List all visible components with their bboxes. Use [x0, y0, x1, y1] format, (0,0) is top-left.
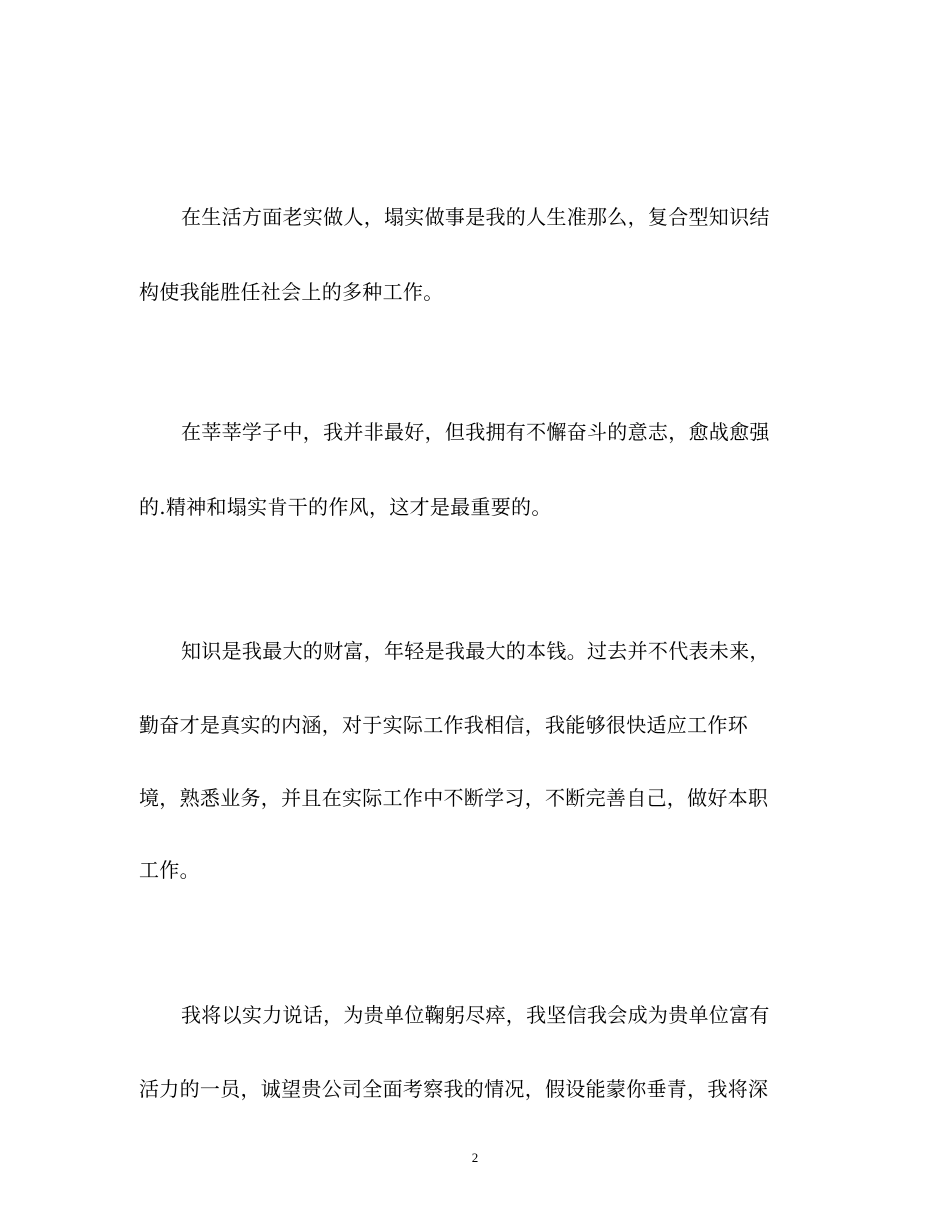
- text-line: 境，熟悉业务，并且在实际工作中不断学习，不断完善自己，做好本职: [139, 786, 769, 810]
- text-line: 在生活方面老实做人，塌实做事是我的人生准那么，复合型知识结: [181, 205, 770, 229]
- text-line: 工作。: [139, 858, 200, 882]
- text-line: 活力的一员，诚望贵公司全面考察我的情况，假设能蒙你垂青，我将深: [139, 1077, 769, 1101]
- text-line: 我将以实力说话，为贵单位鞠躬尽瘁，我坚信我会成为贵单位富有: [181, 1003, 770, 1027]
- text-line: 知识是我最大的财富，年轻是我最大的本钱。过去并不代表未来，: [181, 639, 770, 663]
- text-line: 构使我能胜任社会上的多种工作。: [139, 280, 444, 304]
- text-line: 在莘莘学子中，我并非最好，但我拥有不懈奋斗的意志，愈战愈强: [181, 420, 770, 444]
- text-line: 的.精神和塌实肯干的作风，这才是最重要的。: [139, 495, 552, 519]
- page-number: 2: [471, 1150, 479, 1165]
- text-line: 勤奋才是真实的内涵，对于实际工作我相信，我能够很快适应工作环: [139, 713, 748, 737]
